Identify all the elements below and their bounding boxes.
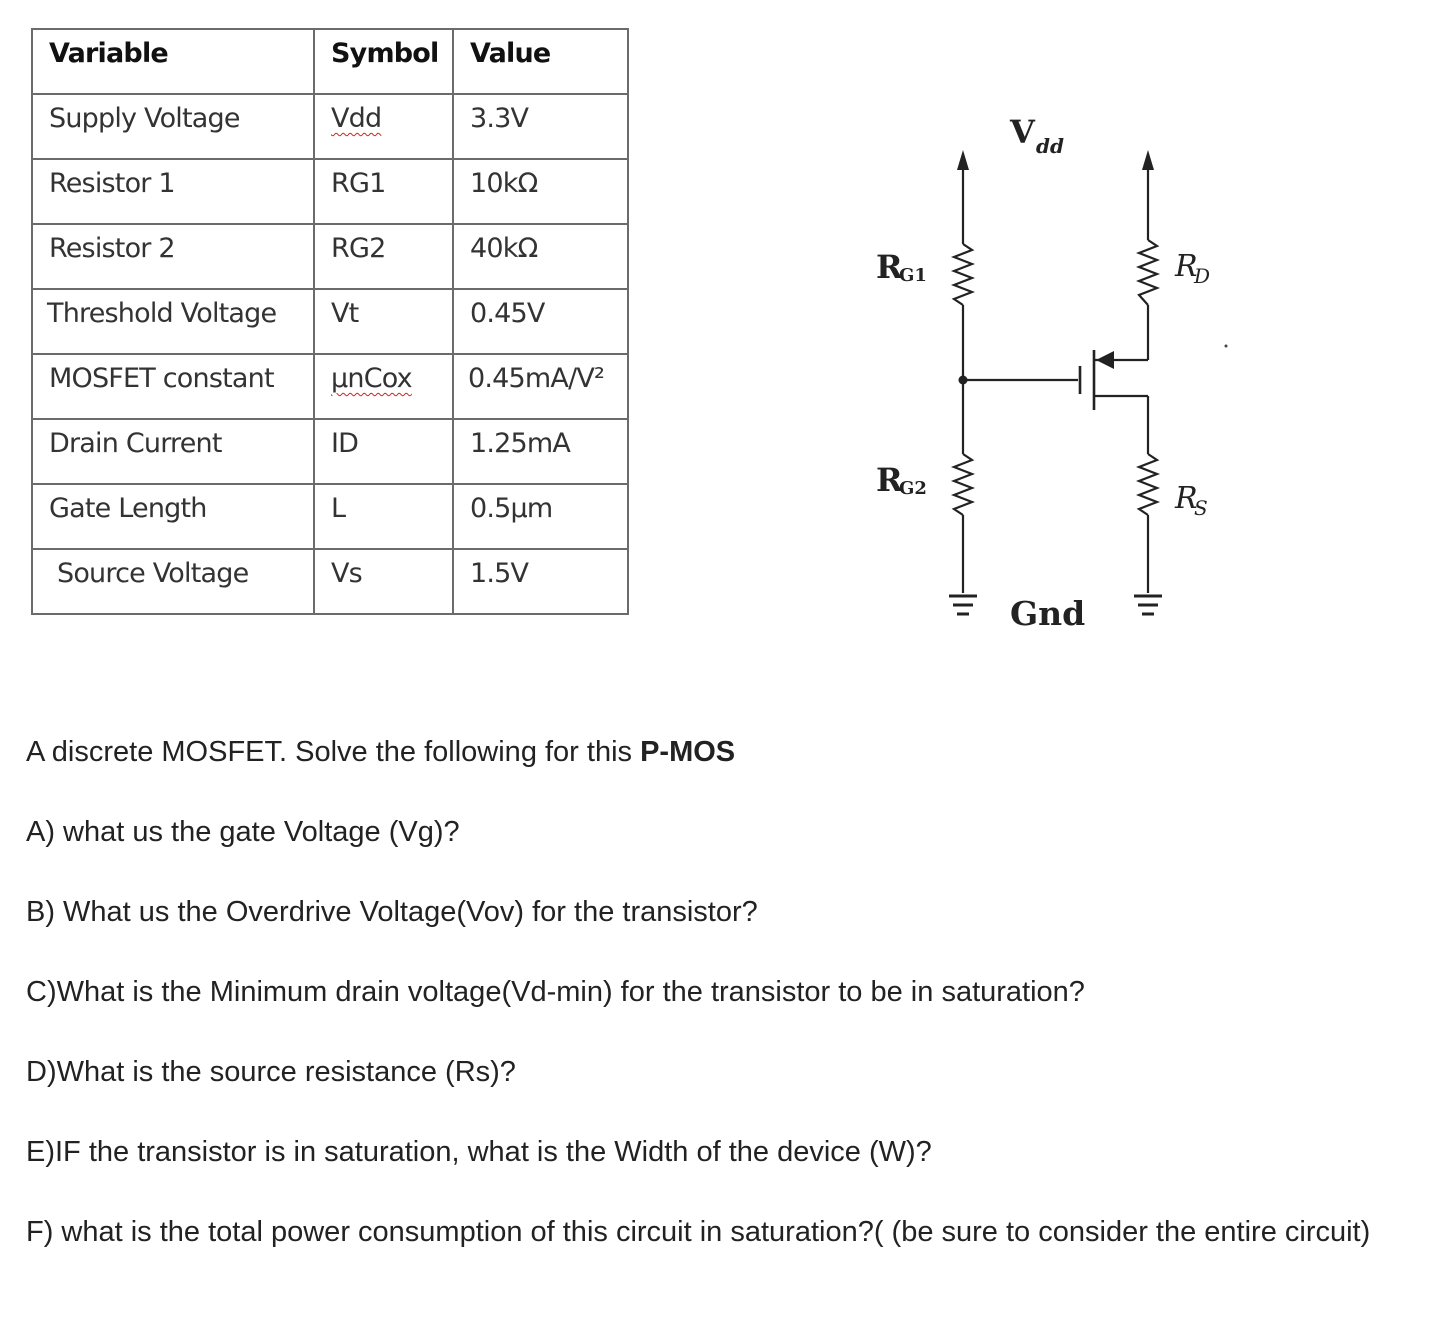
table-row <box>32 159 628 224</box>
cell-value: 0.45V <box>453 289 628 354</box>
gnd-label: Gnd <box>1010 594 1086 633</box>
table-row <box>32 289 628 354</box>
header-symbol: Symbol <box>314 29 453 94</box>
rs-label: R <box>1175 481 1198 516</box>
cell-value: 0.45mA/V² <box>453 354 628 419</box>
rs-subscript: S <box>1194 496 1208 520</box>
question-f: F) what is the total power consumption of this circuit in saturation?( (be sure to consider the entire circuit) <box>26 1216 1371 1248</box>
rg1-resistor-symbol <box>954 244 972 305</box>
table-row <box>32 419 628 484</box>
table-row <box>32 354 628 419</box>
cell-symbol: RG1 <box>314 159 453 224</box>
cell-value: 1.5V <box>453 549 628 614</box>
vdd-arrow-icon <box>957 150 969 170</box>
intro-line <box>26 732 1421 772</box>
vdd-subscript: dd <box>1036 134 1064 158</box>
rg1-subscript: G1 <box>899 265 927 286</box>
table-row <box>32 94 628 159</box>
rg1-label: R <box>876 248 903 286</box>
pmos-circuit-diagram <box>850 100 1250 640</box>
rd-label: R <box>1175 249 1198 284</box>
cell-symbol: Vdd <box>331 103 382 134</box>
question-e: E)IF the transistor is in saturation, what is the Width of the device (W)? <box>26 1136 932 1168</box>
cell-variable: MOSFET constant <box>32 354 314 419</box>
cell-variable: Drain Current <box>32 419 314 484</box>
cell-variable: Threshold Voltage <box>32 289 314 354</box>
table-row <box>32 484 628 549</box>
cell-symbol: ID <box>314 419 453 484</box>
cell-symbol: Vs <box>314 549 453 614</box>
rg2-subscript: G2 <box>899 478 927 499</box>
cell-variable: Resistor 1 <box>32 159 314 224</box>
table-row <box>32 549 628 614</box>
question-c: C)What is the Minimum drain voltage(Vd-min) for the transistor to be in saturation? <box>26 976 1085 1008</box>
parameter-table <box>31 28 629 615</box>
intro-bold: P-MOS <box>640 736 736 768</box>
cell-variable: Source Voltage <box>32 549 314 614</box>
cell-value: 0.5µm <box>453 484 628 549</box>
table-row <box>32 224 628 289</box>
intro-text: A discrete MOSFET. Solve the following for this <box>26 736 641 768</box>
rg2-label: R <box>876 461 903 499</box>
question-a: A) what us the gate Voltage (Vg)? <box>26 816 460 848</box>
rd-subscript: D <box>1194 264 1211 288</box>
cell-value: 1.25mA <box>453 419 628 484</box>
cell-variable: Supply Voltage <box>32 94 314 159</box>
ground-icon <box>949 596 977 614</box>
cell-value: 10kΩ <box>453 159 628 224</box>
rs-resistor-symbol <box>1139 454 1157 515</box>
cell-symbol: RG2 <box>314 224 453 289</box>
vdd-label: V <box>1010 113 1035 151</box>
rg2-resistor-symbol <box>954 454 972 515</box>
source-arrow-icon <box>1096 351 1114 369</box>
cell-symbol: L <box>314 484 453 549</box>
cell-symbol: µnCox <box>331 363 412 394</box>
table-header-row <box>32 29 628 94</box>
question-block <box>26 732 1421 1292</box>
cell-variable: Resistor 2 <box>32 224 314 289</box>
rd-resistor-symbol <box>1139 240 1157 305</box>
gate-node-dot <box>959 376 968 385</box>
header-value: Value <box>453 29 628 94</box>
cell-symbol: Vt <box>314 289 453 354</box>
question-b: B) What us the Overdrive Voltage(Vov) for the transistor? <box>26 896 758 928</box>
question-d: D)What is the source resistance (Rs)? <box>26 1056 516 1088</box>
ground-icon <box>1134 596 1162 614</box>
cell-value: 40kΩ <box>453 224 628 289</box>
cell-value: 3.3V <box>453 94 628 159</box>
vdd-arrow-icon <box>1142 150 1154 170</box>
header-variable: Variable <box>32 29 314 94</box>
cell-variable: Gate Length <box>32 484 314 549</box>
